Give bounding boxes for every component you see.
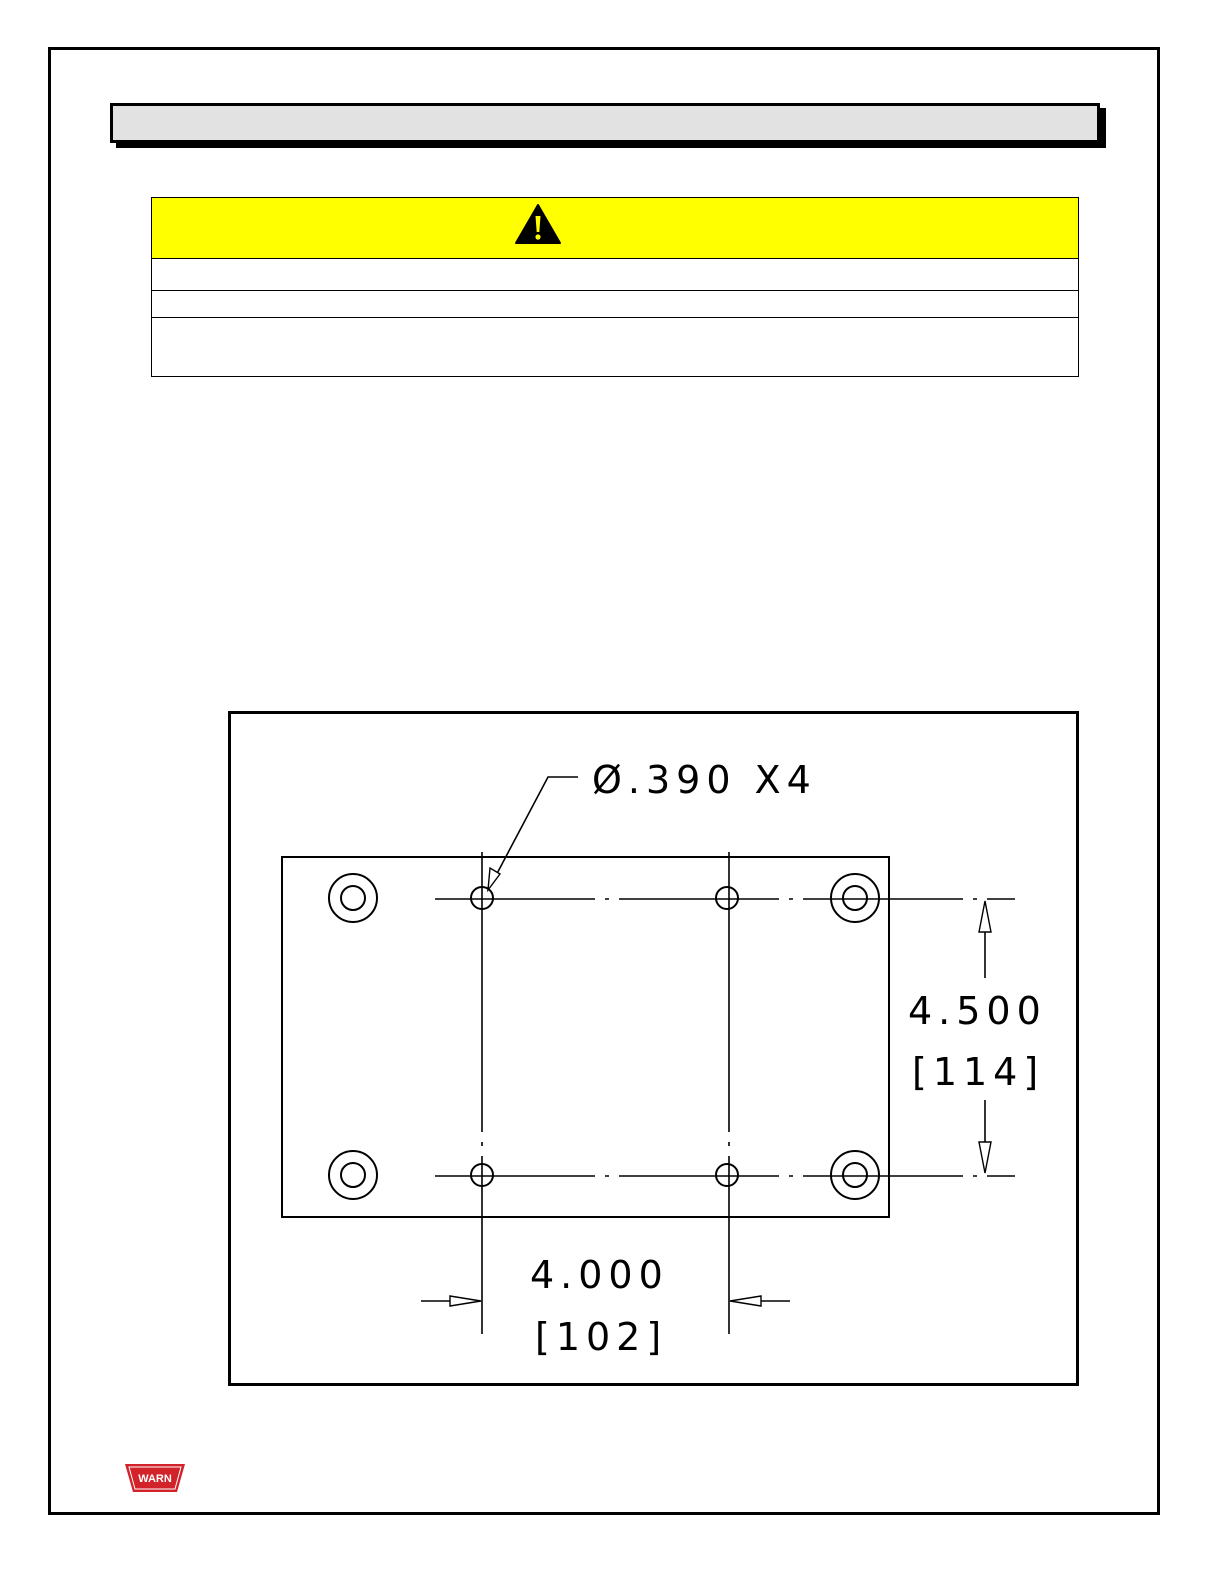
- hole-callout-text: Ø.390 X4: [592, 758, 817, 802]
- vertical-dim-inches: 4.500: [908, 989, 1047, 1033]
- horizontal-dim-mm: [102]: [535, 1315, 668, 1359]
- vertical-dim-arrow-up: [979, 901, 991, 932]
- warn-logo: [123, 1462, 187, 1494]
- mounting-hole-bottom-right: [716, 1164, 738, 1186]
- corner-boss-bottom-left: [329, 1151, 377, 1199]
- vertical-dim-arrow-down: [979, 1142, 991, 1173]
- horizontal-dim-inches: 4.000: [530, 1253, 669, 1297]
- corner-boss-top-right: [831, 874, 879, 922]
- corner-boss-top-left: [329, 874, 377, 922]
- horizontal-dim-arrow-left: [450, 1296, 481, 1306]
- horizontal-dim-arrow-right: [730, 1296, 761, 1306]
- logo-text: WARN: [138, 1473, 172, 1485]
- vertical-dim-mm: [114]: [912, 1050, 1045, 1094]
- mounting-hole-top-right: [716, 887, 738, 909]
- hole-callout-leader: [492, 777, 578, 883]
- corner-boss-bottom-right: [831, 1151, 879, 1199]
